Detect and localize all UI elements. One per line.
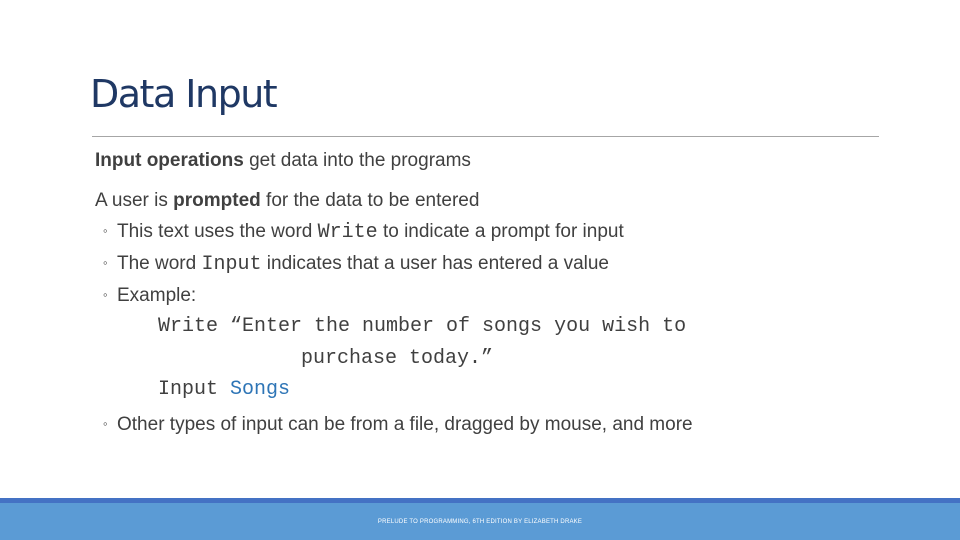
bold-term: prompted — [173, 190, 261, 211]
bullet-icon: ◦ — [103, 287, 108, 302]
code-variable: Songs — [230, 378, 291, 401]
bullet-other-types — [103, 411, 693, 438]
code-keyword: Input — [158, 378, 219, 401]
code-keyword: Write — [317, 221, 378, 244]
line-text: A user is — [95, 190, 174, 211]
bullet-write — [103, 218, 624, 246]
line-text: Example: — [117, 285, 197, 306]
line-text: The word — [117, 253, 202, 274]
title-divider — [92, 136, 879, 137]
bullet-icon: ◦ — [103, 223, 108, 238]
code-keyword: Input — [201, 253, 262, 276]
line-text: get data into the programs — [243, 150, 471, 171]
code-line-input — [158, 377, 290, 403]
bullet-icon: ◦ — [103, 416, 108, 431]
footer-credit: PRELUDE TO PROGRAMMING, 6TH EDITION BY ELIZABETH DRAKE — [377, 519, 583, 525]
body-line-input-operations — [95, 148, 471, 174]
slide-title: Data Input — [90, 72, 277, 116]
line-text: to indicate a prompt for input — [377, 221, 624, 242]
bullet-input — [103, 250, 609, 278]
code-line-write: Write “Enter the number of songs you wish to — [158, 315, 687, 338]
code-line-continuation: purchase today.” — [301, 347, 494, 370]
body-line-prompted — [95, 188, 479, 214]
bullet-example — [103, 282, 196, 309]
line-text: indicates that a user has entered a value — [261, 253, 610, 274]
line-text: Other types of input can be from a file, dragged by mouse, and more — [117, 414, 693, 435]
bullet-icon: ◦ — [103, 255, 108, 270]
line-text: This text uses the word — [117, 221, 318, 242]
line-text: for the data to be entered — [260, 190, 480, 211]
bold-term: Input operations — [95, 150, 244, 171]
